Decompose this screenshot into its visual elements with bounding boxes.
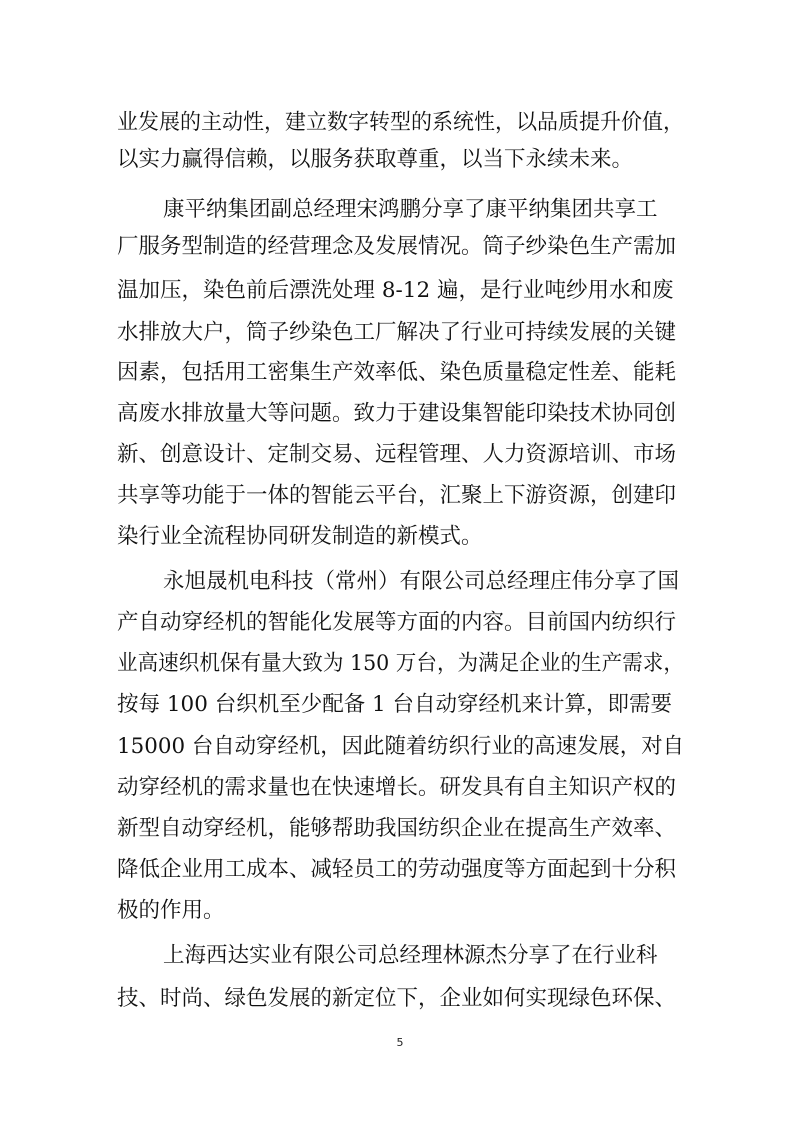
text-line (0, 517, 800, 557)
line-text: 动穿经机的需求量也在快速增长。研发具有自主知识产权的 (117, 775, 677, 800)
text-line (0, 809, 800, 849)
text-line (0, 476, 800, 516)
line-text: 温加压，染色前后漂洗处理 8-12 遍，是行业吨纱用水和废 (117, 278, 674, 303)
line-text: 业高速织机保有量大致为 150 万台，为满足企业的生产需求， (117, 651, 684, 676)
line-text: 厂服务型制造的经营理念及发展情况。筒子纱染色生产需加 (117, 234, 677, 259)
line-text: 共享等功能于一体的智能云平台，汇聚上下游资源，创建印 (117, 483, 677, 508)
text-line (0, 891, 800, 931)
line-text: 业发展的主动性，建立数字转型的系统性，以品质提升价值， (117, 110, 684, 135)
text-line (0, 603, 800, 643)
text-line (0, 313, 800, 353)
text-line (0, 394, 800, 434)
line-text: 因素，包括用工密集生产效率低、染色质量稳定性差、能耗 (117, 360, 677, 385)
text-line (0, 562, 800, 602)
line-text: 染行业全流程协同研发制造的新模式。 (117, 524, 483, 549)
text-line (0, 103, 800, 143)
line-text: 按每 100 台织机至少配备 1 台自动穿经机来计算，即需要 (117, 692, 673, 717)
line-text: 新型自动穿经机，能够帮助我国纺织企业在提高生产效率、 (117, 816, 677, 841)
text-line (0, 685, 800, 725)
text-line (0, 140, 800, 180)
text-line (0, 850, 800, 890)
line-text: 永旭晟机电科技（常州）有限公司总经理庄伟分享了国 (163, 569, 680, 594)
line-text: 产自动穿经机的智能化发展等方面的内容。目前国内纺织行 (117, 610, 677, 635)
line-text: 极的作用。 (117, 898, 225, 923)
text-line (0, 936, 800, 976)
text-line (0, 727, 800, 767)
text-line (0, 227, 800, 267)
text-line (0, 979, 800, 1019)
line-text: 15000 台自动穿经机，因此随着纺织行业的高速发展，对自 (117, 734, 684, 759)
line-text: 新、创意设计、定制交易、远程管理、人力资源培训、市场 (117, 442, 677, 467)
line-text: 上海西达实业有限公司总经理林源杰分享了在行业科 (163, 943, 658, 968)
line-text: 技、时尚、绿色发展的新定位下，企业如何实现绿色环保、 (117, 986, 677, 1011)
text-line (0, 644, 800, 684)
line-text: 水排放大户，筒子纱染色工厂解决了行业可持续发展的关键 (117, 320, 677, 345)
text-line (0, 271, 800, 311)
text-line (0, 353, 800, 393)
page-number: 5 (396, 1036, 404, 1049)
text-line (0, 190, 800, 230)
line-text: 降低企业用工成本、减轻员工的劳动强度等方面起到十分积 (117, 857, 677, 882)
text-line (0, 768, 800, 808)
line-text: 康平纳集团副总经理宋鸿鹏分享了康平纳集团共享工 (163, 197, 658, 222)
text-line (0, 435, 800, 475)
line-text: 高废水排放量大等问题。致力于建设集智能印染技术协同创 (117, 401, 677, 426)
line-text: 以实力赢得信赖，以服务获取尊重，以当下永续未来。 (117, 147, 634, 172)
